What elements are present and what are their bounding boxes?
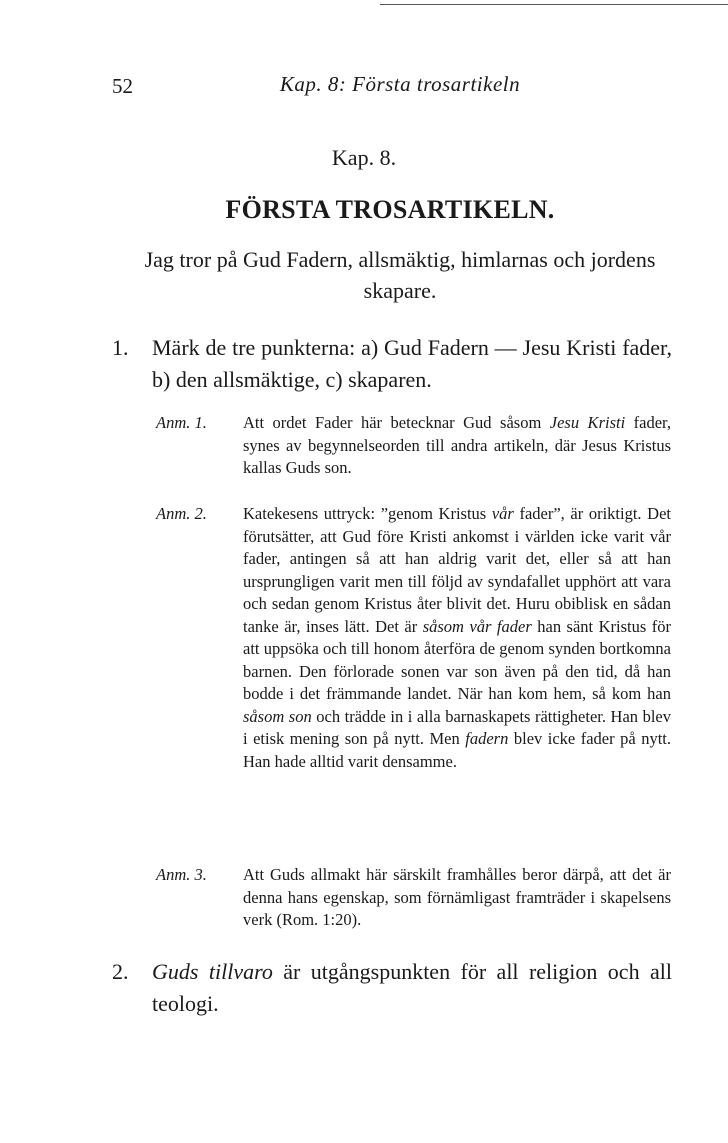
note-2: [156, 503, 671, 773]
note-3-label: Anm. 3.: [156, 865, 207, 884]
note-3: [156, 864, 671, 932]
point-1-text: Märk de tre punkterna: a) Gud Fadern — Jesu Kristi fader, b) den allsmäktige, c) skaparen.: [152, 335, 672, 392]
note-1-label: Anm. 1.: [156, 413, 207, 432]
note-2-text: Katekesens uttryck: ”genom Kristus vår fader”, är oriktigt. Det förutsätter, att Gud före Kristi ankomst i världen icke varit vår fader, antingen så att han aldrig varit det, eller så att han ursprungligen varit men till följd av syndafallet upphört att vara och sedan genom Kristus åter blivit det. Huru obiblisk en sådan tanke är, inses lätt. Det är såsom vår fader han sänt Kristus för att uppsöka och till honom återföra de genom synden bortkomna barnen. Den förlorade sonen var son även på den tid, då han bodde i det främmande landet. När han kom hem, så kom han såsom son och trädde in i alla barnaskapets rättigheter. Han blev i etisk mening son på nytt. Men fadern blev icke fader på nytt. Han hade alltid varit densamme.: [243, 504, 672, 771]
point-2-number: 2.: [112, 959, 129, 984]
point-2-text: Guds tillvaro är utgångspunkten för all religion och all teologi.: [152, 959, 672, 1016]
note-3-text: Att Guds allmakt här särskilt framhålles beror därpå, att det är denna hans egenskap, som förnämligast framträder i skapelsens verk (Rom. 1:20).: [243, 865, 671, 929]
running-title: Kap. 8: Första trosartikeln: [279, 72, 521, 96]
top-edge-rule: [380, 4, 728, 5]
page-number: 52: [112, 74, 133, 98]
note-1-text: Att ordet Fader här betecknar Gud såsom Jesu Kristi fader, synes av begynnelseorden till andra artikeln, där Jesus Kristus kallas Guds son.: [243, 413, 671, 477]
point-1: [112, 332, 672, 396]
creed-line: Jag tror på Gud Fadern, allsmäktig, himlarnas och jordens skapare.: [144, 247, 656, 303]
point-1-number: 1.: [112, 335, 129, 360]
point-2: [112, 956, 672, 1020]
chapter-title: FÖRSTA TROSARTIKELN.: [225, 195, 555, 224]
chapter-label: Kap. 8.: [331, 145, 397, 170]
note-1: [156, 412, 671, 480]
note-2-label: Anm. 2.: [156, 504, 207, 523]
